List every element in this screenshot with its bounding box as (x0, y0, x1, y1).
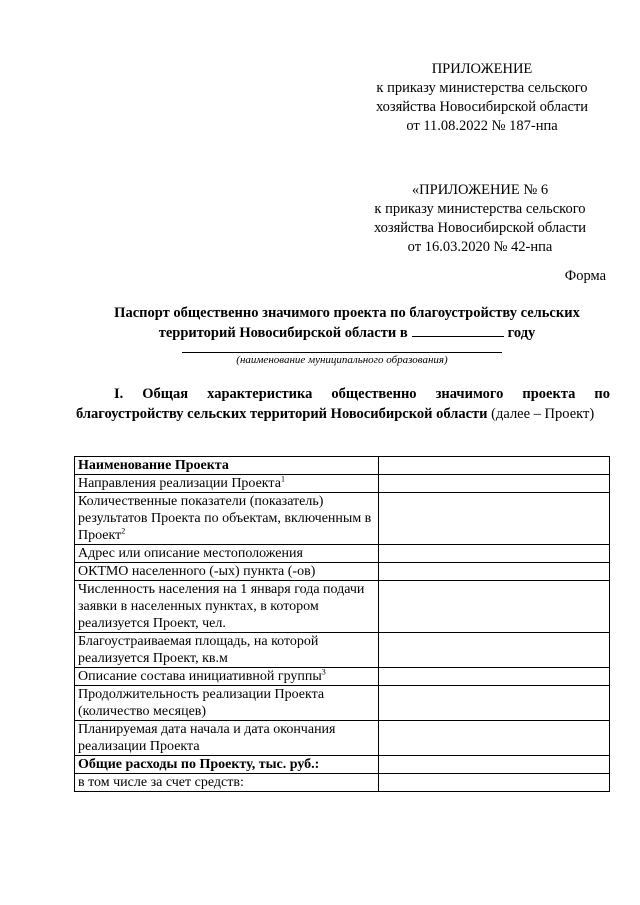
table-row (75, 668, 610, 686)
row-label: Общие расходы по Проекту, тыс. руб.: (78, 757, 320, 772)
row-label: Описание состава инициативной группы (78, 669, 322, 684)
row-label-cell (75, 756, 379, 774)
table-row (75, 475, 610, 493)
row-label-cell (75, 563, 379, 581)
row-value-cell (378, 721, 609, 756)
row-value-cell (378, 774, 609, 792)
row-value-cell (378, 686, 609, 721)
row-label-cell (75, 668, 379, 686)
appendix-order-2020 (358, 181, 602, 257)
row-label-cell (75, 493, 379, 545)
table-row (75, 457, 610, 475)
row-value-cell (378, 493, 609, 545)
passport-title (90, 304, 604, 343)
table-row (75, 774, 610, 792)
table-row (75, 545, 610, 563)
table-row (75, 756, 610, 774)
appendix-line: хозяйства Новосибирской области (375, 99, 589, 115)
row-label: ОКТМО населенного (-ых) пункта (-ов) (78, 564, 316, 579)
row-value-cell (378, 633, 609, 668)
appendix-line: от 11.08.2022 № 187-нпа (406, 118, 558, 134)
municipality-blank-line (182, 352, 502, 353)
row-value-cell (378, 668, 609, 686)
table-row (75, 563, 610, 581)
year-blank-line (412, 323, 504, 337)
table-row (75, 721, 610, 756)
row-label: Наименование Проекта (78, 458, 229, 473)
section-heading-tail: (далее – Проект) (487, 406, 595, 422)
row-value-cell (378, 545, 609, 563)
row-label: Численность населения на 1 января года подачи заявки в населенных пунктах, в котором реализуется Проект, чел. (78, 582, 365, 631)
passport-title-line1: Паспорт общественно значимого проекта по благоустройству сельских (114, 305, 580, 321)
row-label: Количественные показатели (показатель) результатов Проекта по объектам, включенным в Проект (78, 494, 372, 543)
row-label-cell (75, 774, 379, 792)
row-label-cell (75, 581, 379, 633)
municipality-caption: (наименование муниципального образования) (236, 354, 448, 366)
row-label: Планируемая дата начала и дата окончания реализации Проекта (78, 722, 336, 754)
row-label: Направления реализации Проекта (78, 476, 281, 491)
passport-table (74, 456, 610, 792)
row-value-cell (378, 756, 609, 774)
passport-title-suffix: году (507, 325, 536, 341)
table-row (75, 493, 610, 545)
row-label-cell (75, 686, 379, 721)
passport-title-line2 (90, 323, 604, 343)
appendix-title: ПРИЛОЖЕНИЕ (431, 61, 533, 77)
table-row (75, 686, 610, 721)
row-label-cell (75, 633, 379, 668)
row-label: Благоустраиваемая площадь, на которой реализуется Проект, кв.м (78, 634, 319, 666)
appendix-line: к приказу министерства сельского (376, 80, 588, 96)
row-label: в том числе за счет средств: (78, 775, 244, 790)
row-label-cell (75, 457, 379, 475)
row-label-cell (75, 545, 379, 563)
appendix-order-2022 (362, 60, 602, 136)
footnote-marker: 3 (321, 667, 326, 677)
form-label: Форма (564, 268, 606, 284)
row-label-cell (75, 721, 379, 756)
section-heading-bold: I. Общая характеристика общественно значимого проекта по благоустройству сельских территорий Новосибирской области (76, 386, 610, 422)
footnote-marker: 1 (280, 474, 285, 484)
row-label: Адрес или описание местоположения (78, 546, 303, 561)
table-row (75, 581, 610, 633)
appendix-title: «ПРИЛОЖЕНИЕ № 6 (411, 182, 549, 198)
appendix-line: от 16.03.2020 № 42-нпа (407, 239, 553, 255)
row-label: Продолжительность реализации Проекта (количество месяцев) (78, 687, 325, 719)
table-row (75, 633, 610, 668)
passport-title-prefix: территорий Новосибирской области в (158, 325, 408, 341)
row-value-cell (378, 457, 609, 475)
row-label-cell (75, 475, 379, 493)
passport-table-body (75, 457, 610, 792)
row-value-cell (378, 581, 609, 633)
appendix-line: хозяйства Новосибирской области (373, 220, 587, 236)
section-heading (76, 384, 610, 424)
footnote-marker: 2 (121, 526, 126, 536)
row-value-cell (378, 475, 609, 493)
appendix-line: к приказу министерства сельского (374, 201, 586, 217)
row-value-cell (378, 563, 609, 581)
